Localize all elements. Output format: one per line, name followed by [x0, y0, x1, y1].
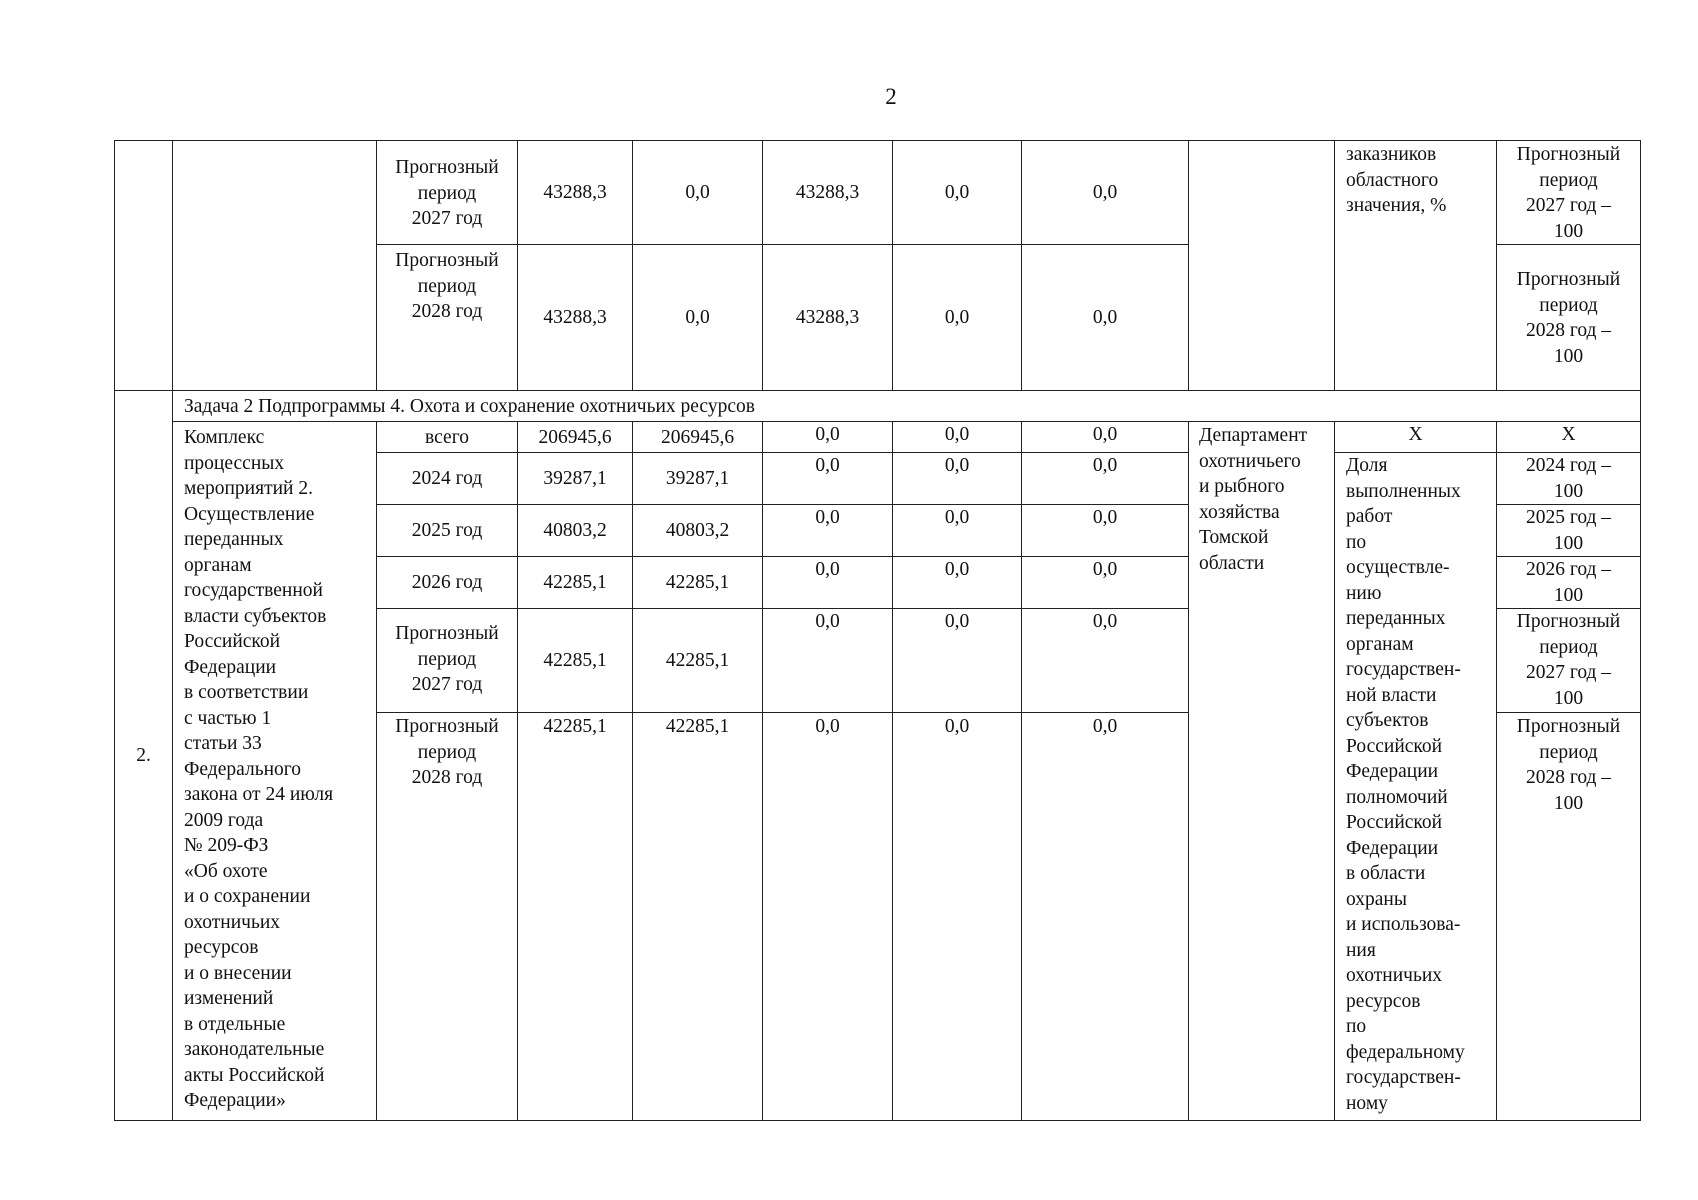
period-cell: 2025 год — [377, 505, 518, 557]
period-cell: Прогнозный период 2027 год — [377, 609, 518, 713]
value-regional-cell: 0,0 — [763, 422, 893, 453]
value-total-cell: 42285,1 — [518, 609, 633, 713]
value-other-cell: 0,0 — [1022, 505, 1189, 557]
indicator-header-cell: X — [1335, 422, 1497, 453]
value-total-cell: 43288,3 — [518, 245, 633, 391]
value-regional-cell: 0,0 — [763, 505, 893, 557]
value-local-cell: 0,0 — [893, 453, 1022, 505]
value-total-cell: 206945,6 — [518, 422, 633, 453]
value-federal-cell: 0,0 — [633, 141, 763, 245]
activity-cell — [173, 141, 377, 391]
target-cell: Прогнозный период 2027 год – 100 — [1497, 141, 1641, 245]
value-local-cell: 0,0 — [893, 141, 1022, 245]
value-regional-cell: 0,0 — [763, 609, 893, 713]
value-regional-cell: 43288,3 — [763, 141, 893, 245]
table-row — [115, 422, 1641, 453]
value-regional-cell: 0,0 — [763, 713, 893, 1121]
row-number-cell — [115, 141, 173, 391]
value-federal-cell: 42285,1 — [633, 713, 763, 1121]
target-cell: 2025 год – 100 — [1497, 505, 1641, 557]
value-regional-cell: 0,0 — [763, 453, 893, 505]
value-local-cell: 0,0 — [893, 245, 1022, 391]
table-row — [115, 391, 1641, 422]
task-title: Задача 2 Подпрограммы 4. Охота и сохранение охотничьих ресурсов — [173, 391, 1641, 422]
value-other-cell: 0,0 — [1022, 609, 1189, 713]
value-other-cell: 0,0 — [1022, 422, 1189, 453]
page-number: 2 — [885, 84, 897, 109]
value-federal-cell: 42285,1 — [633, 609, 763, 713]
value-local-cell: 0,0 — [893, 557, 1022, 609]
value-other-cell: 0,0 — [1022, 713, 1189, 1121]
program-table — [114, 140, 1641, 1121]
period-cell: 2024 год — [377, 453, 518, 505]
indicator-cell: Доля выполненных работ по осуществле- нию переданных органам государствен- ной власти субъектов Российской Федерации полномочий Российской Федерации в области охраны и использова- ния охотничьих ресурсов по федеральному государствен- ному — [1335, 453, 1497, 1121]
value-federal-cell: 0,0 — [633, 245, 763, 391]
target-cell: 2024 год – 100 — [1497, 453, 1641, 505]
value-federal-cell: 40803,2 — [633, 505, 763, 557]
value-local-cell: 0,0 — [893, 422, 1022, 453]
value-regional-cell: 43288,3 — [763, 245, 893, 391]
value-federal-cell: 39287,1 — [633, 453, 763, 505]
table-row — [115, 141, 1641, 245]
value-total-cell: 40803,2 — [518, 505, 633, 557]
value-total-cell: 42285,1 — [518, 557, 633, 609]
target-cell: Прогнозный период 2028 год – 100 — [1497, 713, 1641, 1121]
value-other-cell: 0,0 — [1022, 141, 1189, 245]
value-other-cell: 0,0 — [1022, 453, 1189, 505]
target-cell: Прогнозный период 2027 год – 100 — [1497, 609, 1641, 713]
period-cell: всего — [377, 422, 518, 453]
period-cell: Прогнозный период 2027 год — [377, 141, 518, 245]
value-local-cell: 0,0 — [893, 505, 1022, 557]
activity-description-cell: Комплекс процессных мероприятий 2. Осуществление переданных органам государственной власти субъектов Российской Федерации в соответствии с частью 1 статьи 33 Федерального закона от 24 июля 2009 года № 209-ФЗ «Об охоте и о сохранении охотничьих ресурсов и о внесении изменений в отдельные законодательные акты Российской Федерации» — [173, 422, 377, 1121]
value-local-cell: 0,0 — [893, 609, 1022, 713]
target-cell: 2026 год – 100 — [1497, 557, 1641, 609]
target-cell: Прогнозный период 2028 год – 100 — [1497, 245, 1641, 391]
executor-cell: Департамент охотничьего и рыбного хозяйства Томской области — [1189, 422, 1335, 1121]
period-cell: 2026 год — [377, 557, 518, 609]
value-total-cell: 42285,1 — [518, 713, 633, 1121]
value-other-cell: 0,0 — [1022, 245, 1189, 391]
executor-cell — [1189, 141, 1335, 391]
value-local-cell: 0,0 — [893, 713, 1022, 1121]
target-header-cell: X — [1497, 422, 1641, 453]
value-federal-cell: 206945,6 — [633, 422, 763, 453]
value-regional-cell: 0,0 — [763, 557, 893, 609]
value-total-cell: 39287,1 — [518, 453, 633, 505]
indicator-cell: заказников областного значения, % — [1335, 141, 1497, 391]
period-cell: Прогнозный период 2028 год — [377, 713, 518, 1121]
row-number-cell: 2. — [115, 391, 173, 1121]
value-other-cell: 0,0 — [1022, 557, 1189, 609]
value-total-cell: 43288,3 — [518, 141, 633, 245]
value-federal-cell: 42285,1 — [633, 557, 763, 609]
period-cell: Прогнозный период 2028 год — [377, 245, 518, 391]
